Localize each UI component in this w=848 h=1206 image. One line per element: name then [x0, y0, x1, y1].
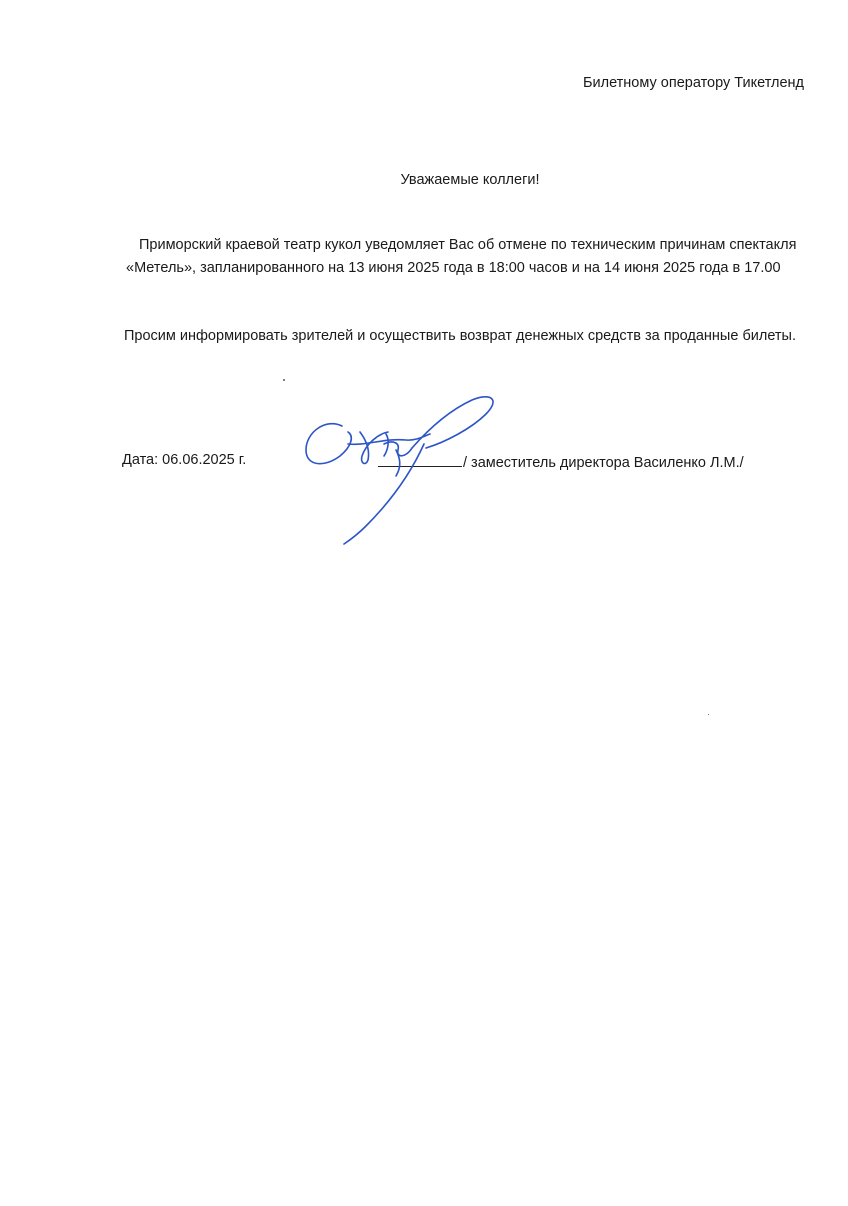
handwritten-signature: [296, 388, 516, 548]
request-paragraph: Просим информировать зрителей и осуществить возврат денежных средств за проданные билеты.: [124, 328, 796, 344]
recipient-line: Билетному оператору Тикетленд: [583, 75, 805, 91]
scan-speck: [708, 714, 709, 715]
signatory-title: / заместитель директора Василенко Л.М./: [463, 455, 744, 471]
body-paragraph-line-1: Приморский краевой театр кукол уведомляет Вас об отмене по техническим причинам спектакля: [139, 237, 797, 253]
body-paragraph-line-2: «Метель», запланированного на 13 июня 2025 года в 18:00 часов и на 14 июня 2025 года в 17.00: [126, 260, 781, 276]
greeting: Уважаемые коллеги!: [400, 172, 540, 188]
scan-speck: [283, 379, 285, 381]
date-line: Дата: 06.06.2025 г.: [122, 452, 247, 468]
